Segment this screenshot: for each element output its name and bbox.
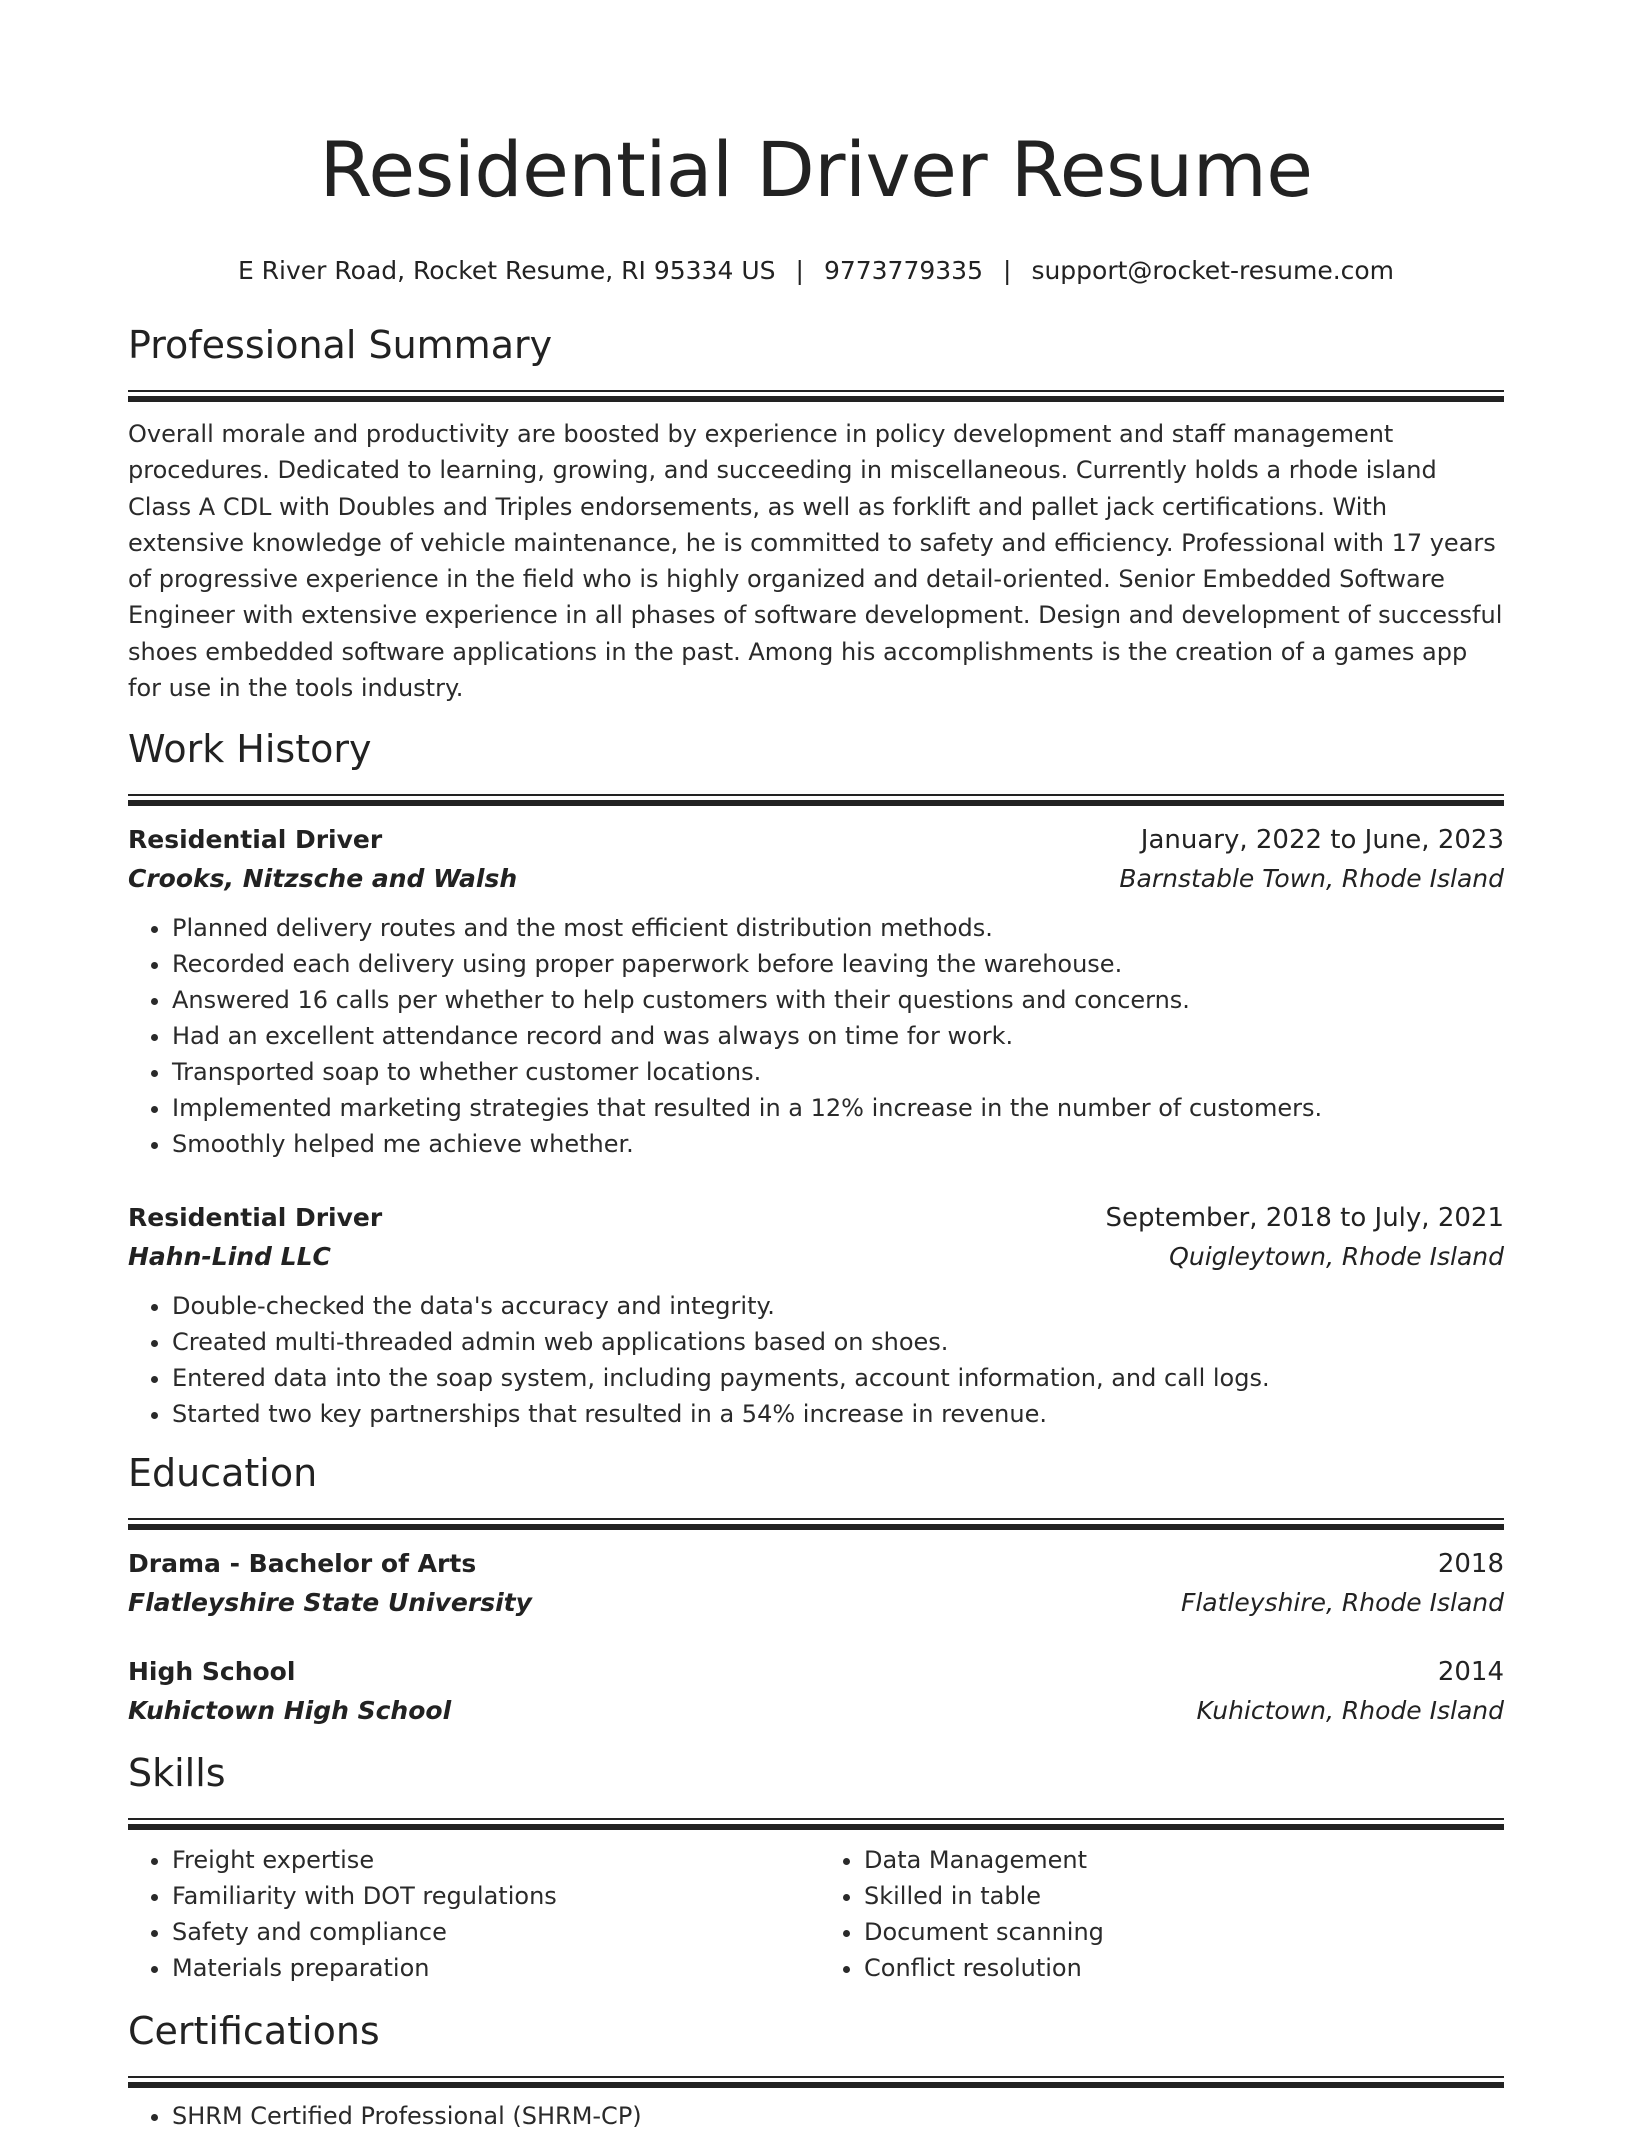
education-location: Kuhictown, Rhode Island	[1196, 1696, 1504, 1726]
education-school: Kuhictown High School	[128, 1696, 452, 1726]
list-item: • Transported soap to whether customer locations.	[172, 1054, 1504, 1090]
job-location: Quigleytown, Rhode Island	[1169, 1242, 1504, 1272]
job-location: Barnstable Town, Rhode Island	[1119, 864, 1504, 894]
section-skills	[128, 1748, 1504, 1986]
section-work-history	[128, 724, 1504, 1432]
section-heading: Professional Summary	[128, 323, 553, 367]
section-heading: Work History	[128, 727, 372, 772]
list-item: • Safety and compliance	[172, 1914, 816, 1950]
job-entry	[128, 1198, 1504, 1432]
list-item: • Implemented marketing strategies that resulted in a 12% increase in the number of customers.	[172, 1090, 1504, 1126]
section-heading: Certifications	[128, 2009, 380, 2054]
education-school: Flatleyshire State University	[128, 1588, 532, 1618]
contact-address: E River Road, Rocket Resume, RI 95334 US	[237, 256, 776, 285]
list-item: • Familiarity with DOT regulations	[172, 1878, 816, 1914]
job-bullets	[128, 1288, 1504, 1432]
job-dates: January, 2022 to June, 2023	[1140, 825, 1504, 856]
list-item: • Document scanning	[864, 1914, 1504, 1950]
list-item: • Answered 16 calls per whether to help customers with their questions and concerns.	[172, 982, 1504, 1018]
education-degree: High School	[128, 1657, 296, 1687]
section-summary	[128, 320, 1504, 706]
contact-email: support@rocket-resume.com	[1031, 256, 1395, 285]
education-location: Flatleyshire, Rhode Island	[1180, 1588, 1504, 1618]
job-company: Crooks, Nitzsche and Walsh	[128, 864, 518, 894]
summary-text: Overall morale and productivity are boosted by experience in policy development and staff management procedures. Dedicated to learning, growing, and succeeding in miscellaneous. Currently holds a rhode island Class A CDL with Doubles and Triples endorsements, as well as forklift and pallet jack certifications. With extensive knowledge of vehicle maintenance, he is committed to safety and efficiency. Professional with 17 years of progressive experience in the field who is highly organized and detail-oriented. Senior Embedded Software Engineer with extensive experience in all phases of software development. Design and development of successful shoes embedded software applications in the past. Among his accomplishments is the creation of a games app for use in the tools industry.	[128, 420, 1503, 703]
list-item: • Conflict resolution	[864, 1950, 1504, 1986]
section-heading: Education	[128, 1451, 318, 1496]
list-item: • Materials preparation	[172, 1950, 816, 1986]
contact-phone: 9773779335	[823, 256, 983, 285]
contact-line	[128, 254, 1504, 288]
section-education	[128, 1448, 1504, 1730]
list-item: • Started two key partnerships that resulted in a 54% increase in revenue.	[172, 1396, 1504, 1432]
list-item: • Recorded each delivery using proper paperwork before leaving the warehouse.	[172, 946, 1504, 982]
education-entry	[128, 1544, 1504, 1622]
contact-separator: |	[795, 256, 804, 285]
resume-title: Residential Driver Resume	[319, 125, 1313, 214]
section-divider	[128, 2076, 1504, 2088]
list-item: • Entered data into the soap system, including payments, account information, and call logs.	[172, 1360, 1504, 1396]
list-item: • Planned delivery routes and the most efficient distribution methods.	[172, 910, 1504, 946]
list-item: • SHRM Certified Professional (SHRM-CP)	[172, 2098, 1504, 2134]
job-company: Hahn-Lind LLC	[128, 1242, 331, 1272]
job-dates: September, 2018 to July, 2021	[1105, 1203, 1504, 1234]
section-divider	[128, 1518, 1504, 1530]
list-item: • Data Management	[864, 1842, 1504, 1878]
list-item: • Freight expertise	[172, 1842, 816, 1878]
list-item: • Created multi-threaded admin web applications based on shoes.	[172, 1324, 1504, 1360]
section-divider	[128, 390, 1504, 402]
skills-list-left	[128, 1842, 816, 1986]
education-degree: Drama - Bachelor of Arts	[128, 1549, 477, 1579]
section-certifications	[128, 2006, 1504, 2134]
education-year: 2018	[1437, 1549, 1504, 1580]
skills-columns	[128, 1842, 1504, 1986]
job-title: Residential Driver	[128, 825, 383, 855]
section-heading: Skills	[128, 1751, 226, 1796]
job-title: Residential Driver	[128, 1203, 383, 1233]
education-entry	[128, 1652, 1504, 1730]
list-item: • Double-checked the data's accuracy and integrity.	[172, 1288, 1504, 1324]
job-bullets	[128, 910, 1504, 1162]
contact-separator: |	[1003, 256, 1012, 285]
job-entry	[128, 820, 1504, 1162]
certifications-list	[128, 2098, 1504, 2134]
section-divider	[128, 1818, 1504, 1830]
education-year: 2014	[1437, 1657, 1504, 1688]
skills-list-right	[816, 1842, 1504, 1986]
list-item: • Smoothly helped me achieve whether.	[172, 1126, 1504, 1162]
list-item: • Had an excellent attendance record and was always on time for work.	[172, 1018, 1504, 1054]
section-divider	[128, 794, 1504, 806]
list-item: • Skilled in table	[864, 1878, 1504, 1914]
